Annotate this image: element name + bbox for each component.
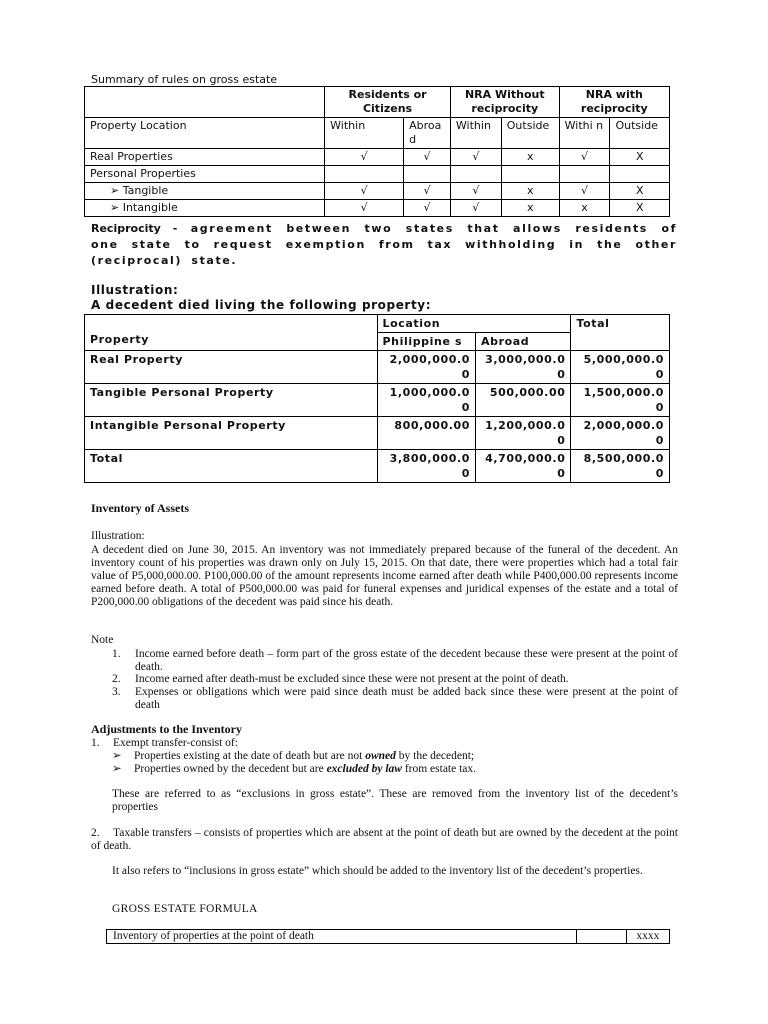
cell: x — [501, 183, 559, 200]
cell-philippines: 3,800,000.00 — [377, 450, 476, 483]
cell: X — [610, 200, 670, 217]
cell-total: 2,000,000.00 — [571, 417, 670, 450]
location-header: Location — [377, 315, 571, 333]
bullet-text: Properties owned by the decedent but are — [134, 763, 327, 775]
list-item — [112, 673, 678, 686]
list-number: 3. — [112, 686, 121, 698]
summary-rules-table — [84, 86, 670, 217]
table-row — [85, 149, 670, 166]
row-label: Personal Properties — [85, 166, 325, 183]
illustration-label: Illustration: — [91, 530, 145, 542]
list-number: 2. — [112, 673, 121, 685]
cell: √ — [404, 200, 451, 217]
row-label-text: Intangible — [122, 201, 178, 214]
cell — [404, 166, 451, 183]
cell: √ — [559, 149, 610, 166]
row-label — [85, 183, 325, 200]
row-label: Real Property — [85, 351, 378, 384]
row-label: Intangible Personal Property — [85, 417, 378, 450]
cell-abroad: 3,000,000.00 — [476, 351, 571, 384]
header-residents: Residents or Citizens — [325, 87, 451, 118]
property-location-table — [84, 314, 670, 483]
cell: X — [610, 149, 670, 166]
cell: x — [501, 200, 559, 217]
cell — [501, 166, 559, 183]
col-philippines: Philippine s — [377, 333, 476, 351]
header-nra-with: NRA with reciprocity — [559, 87, 669, 118]
cell: √ — [404, 149, 451, 166]
cell: √ — [450, 149, 501, 166]
list-item — [112, 648, 678, 674]
emphasis-owned: owned — [365, 750, 396, 762]
cell: √ — [404, 183, 451, 200]
table-row — [85, 183, 670, 200]
cell: √ — [450, 183, 501, 200]
emphasis-excluded: excluded by law — [326, 763, 402, 775]
cell: √ — [325, 200, 404, 217]
empty-cell — [576, 930, 626, 944]
col-abroad: Abroad — [476, 333, 571, 351]
cell: √ — [559, 183, 610, 200]
list-item — [112, 763, 476, 776]
cell: X — [610, 183, 670, 200]
bullet-text: Properties existing at the date of death but are not — [134, 750, 366, 762]
row-label: Tangible Personal Property — [85, 384, 378, 417]
cell-philippines: 800,000.00 — [377, 417, 476, 450]
empty-header-cell — [85, 87, 325, 118]
list-item — [91, 827, 678, 853]
cell: √ — [325, 149, 404, 166]
list-item — [112, 750, 474, 763]
total-header: Total — [571, 315, 670, 351]
formula-table — [106, 929, 670, 944]
reciprocity-definition — [91, 221, 677, 269]
list-item — [91, 737, 678, 750]
row-label: Total — [85, 450, 378, 483]
cell: √ — [450, 200, 501, 217]
adjustments-title: Adjustments to the Inventory — [91, 722, 242, 736]
list-text: Exempt transfer-consist of: — [113, 737, 238, 749]
cell — [450, 166, 501, 183]
formula-row-label: Inventory of properties at the point of death — [107, 930, 577, 944]
illustration-title: Illustration: — [91, 283, 179, 297]
list-text: Taxable transfers – consists of properties which are absent at the point of death but are owned by the decedent at the point of death. — [91, 827, 678, 852]
formula-row-value: xxxx — [626, 930, 669, 944]
subheader: Withi n — [559, 118, 610, 149]
reciprocity-text: agreement between two states that allows residents of one state to request exemption from tax withholding in the other (reciprocal) state. — [91, 222, 677, 267]
table-row — [85, 200, 670, 217]
inclusions-paragraph: It also refers to “inclusions in gross estate” which should be added to the inventory list of the decedent’s properties. — [112, 865, 643, 877]
cell — [325, 166, 404, 183]
table-row — [85, 450, 670, 483]
illustration-subtitle: A decedent died living the following property: — [91, 298, 432, 312]
cell-total: 5,000,000.00 — [571, 351, 670, 384]
list-item — [112, 686, 678, 712]
table-row — [85, 166, 670, 183]
cell-total: 8,500,000.00 — [571, 450, 670, 483]
cell — [610, 166, 670, 183]
list-text: Income earned after death-must be excluded since these were not present at the point of death. — [135, 673, 569, 685]
cell — [559, 166, 610, 183]
cell-philippines: 1,000,000.00 — [377, 384, 476, 417]
cell-philippines: 2,000,000.00 — [377, 351, 476, 384]
arrow-bullet-icon: ➢ — [112, 763, 122, 775]
list-text: Income earned before death – form part of the gross estate of the decedent because these were present at the point of death. — [135, 648, 678, 673]
illustration-paragraph: A decedent died on June 30, 2015. An inventory was not immediately prepared because of the funeral of the decedent. An inventory count of his properties was drawn only on July 15, 2015. On that date, there were properties which had a total fair value of P5,000,000.00. P100,000.00 of the amount represents income earned after death while P400,000.00 represents income earned before death. A total of P500,000.00 was paid for funeral expenses and juridical expenses of the estate and a total of P200,000.00 obligations of the decedent was paid since his death. — [91, 544, 678, 608]
list-text: Expenses or obligations which were paid since death must be added back since these were present at the point of death — [135, 686, 678, 711]
inventory-title: Inventory of Assets — [91, 501, 189, 515]
subheader: Outside — [610, 118, 670, 149]
subheader: Outside — [501, 118, 559, 149]
row-label: Real Properties — [85, 149, 325, 166]
row-label-text: Tangible — [122, 184, 169, 197]
list-number: 1. — [112, 648, 121, 660]
reciprocity-term: Reciprocity - — [91, 222, 178, 235]
bullet-text: by the decedent; — [395, 750, 475, 762]
subheader: Within — [325, 118, 404, 149]
cell: x — [501, 149, 559, 166]
table-row — [85, 417, 670, 450]
property-header: Property — [85, 315, 378, 351]
cell-abroad: 1,200,000.00 — [476, 417, 571, 450]
formula-label: GROSS ESTATE FORMULA — [112, 903, 258, 915]
cell-abroad: 500,000.00 — [476, 384, 571, 417]
cell-total: 1,500,000.00 — [571, 384, 670, 417]
exclusions-paragraph: These are referred to as “exclusions in gross estate”. These are removed from the inventory list of the decedent’s properties — [112, 788, 678, 813]
subheader: Abroa d — [404, 118, 451, 149]
row-header-property-location: Property Location — [85, 118, 325, 149]
cell: x — [559, 200, 610, 217]
note-label: Note — [91, 634, 114, 646]
arrow-bullet-icon: ➢ — [110, 201, 120, 214]
row-label — [85, 200, 325, 217]
cell-abroad: 4,700,000.00 — [476, 450, 571, 483]
list-number: 2. — [91, 827, 100, 839]
header-nra-without: NRA Without reciprocity — [450, 87, 559, 118]
arrow-bullet-icon: ➢ — [112, 750, 122, 762]
bullet-text: from estate tax. — [401, 763, 477, 775]
list-number: 1. — [91, 737, 100, 749]
table-row — [107, 930, 670, 944]
arrow-bullet-icon: ➢ — [110, 184, 120, 197]
table-row — [85, 384, 670, 417]
subheader: Within — [450, 118, 501, 149]
table-row — [85, 351, 670, 384]
summary-caption: Summary of rules on gross estate — [91, 73, 278, 86]
cell: √ — [325, 183, 404, 200]
